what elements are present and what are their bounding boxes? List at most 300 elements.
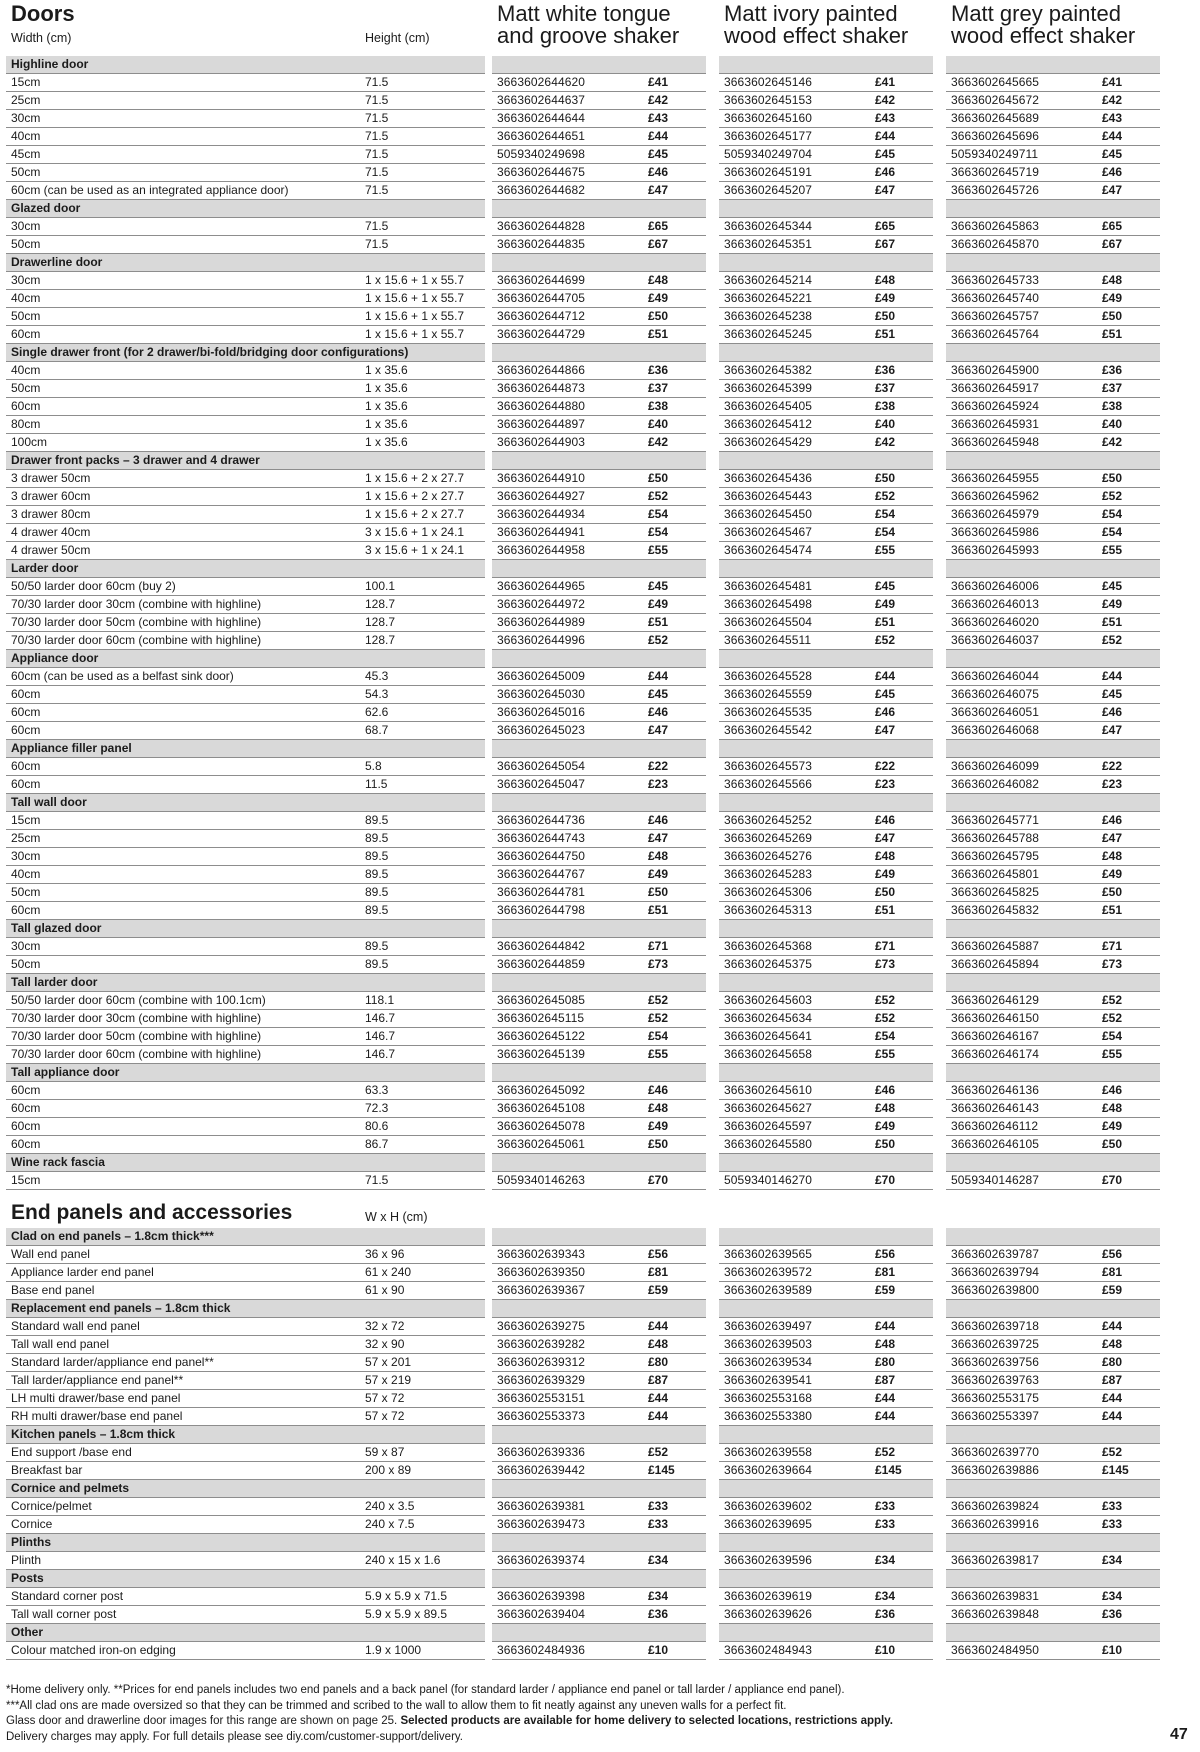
product-cell — [719, 1642, 933, 1660]
table-row — [0, 1010, 1200, 1028]
row-label-cell — [6, 416, 485, 434]
product-dimension: 240 x 3.5 — [365, 1499, 415, 1513]
product-cell — [719, 1354, 933, 1372]
product-dimension: 240 x 7.5 — [365, 1517, 415, 1531]
product-price: £10 — [1102, 1643, 1123, 1657]
product-code: 3663602639725 — [951, 1337, 1040, 1351]
end-panels-heading: End panels and accessories — [11, 1201, 293, 1224]
section-header-row — [0, 344, 1200, 362]
product-price: £36 — [875, 363, 896, 377]
section-header-bar — [492, 344, 706, 362]
product-code: 3663602645719 — [951, 165, 1040, 179]
product-price: £51 — [875, 327, 896, 341]
section-header-row — [0, 1064, 1200, 1082]
product-cell — [492, 722, 706, 740]
product-cell — [719, 722, 933, 740]
product-price: £87 — [648, 1373, 669, 1387]
table-row — [0, 398, 1200, 416]
product-code: 3663602645467 — [724, 525, 813, 539]
product-cell — [946, 1118, 1160, 1136]
product-code: 3663602645733 — [951, 273, 1040, 287]
product-price: £71 — [648, 939, 669, 953]
product-cell — [946, 956, 1160, 974]
product-price: £55 — [1102, 543, 1123, 557]
product-price: £46 — [1102, 705, 1123, 719]
product-price: £48 — [1102, 1101, 1123, 1115]
product-description: 70/30 larder door 50cm (combine with highline) — [11, 615, 262, 629]
section-header-bar — [946, 920, 1160, 938]
product-price: £37 — [648, 381, 669, 395]
product-description: 50cm — [11, 957, 41, 971]
product-code: 3663602645887 — [951, 939, 1040, 953]
product-cell — [719, 884, 933, 902]
product-cell — [492, 1408, 706, 1426]
product-cell — [492, 1516, 706, 1534]
table-row — [0, 848, 1200, 866]
product-cell — [946, 218, 1160, 236]
product-cell — [946, 632, 1160, 650]
section-header-row — [0, 1534, 1200, 1552]
product-description: 100cm — [11, 435, 48, 449]
product-code: 5059340249698 — [497, 147, 586, 161]
section-header-bar — [946, 1426, 1160, 1444]
product-price: £70 — [875, 1173, 896, 1187]
product-description: 45cm — [11, 147, 41, 161]
product-cell — [946, 1010, 1160, 1028]
product-dimension: 5.9 x 5.9 x 89.5 — [365, 1607, 448, 1621]
product-description: 70/30 larder door 60cm (combine with highline) — [11, 633, 262, 647]
product-code: 3663602553151 — [497, 1391, 586, 1405]
product-price: £51 — [875, 615, 896, 629]
product-cell — [719, 218, 933, 236]
row-label-cell — [6, 1336, 485, 1354]
product-cell — [492, 938, 706, 956]
product-code: 3663602645146 — [724, 75, 813, 89]
product-dimension: 32 x 72 — [365, 1319, 405, 1333]
product-cell — [492, 614, 706, 632]
row-label-cell — [6, 578, 485, 596]
product-cell — [719, 1498, 933, 1516]
product-code: 3663602645085 — [497, 993, 586, 1007]
section-header-bar — [719, 920, 933, 938]
product-code: 3663602645009 — [497, 669, 586, 683]
product-cell — [719, 1100, 933, 1118]
product-code: 3663602645917 — [951, 381, 1040, 395]
product-price: £49 — [1102, 1119, 1123, 1133]
product-cell — [946, 938, 1160, 956]
table-row — [0, 668, 1200, 686]
product-description: 60cm — [11, 723, 41, 737]
row-label-cell — [6, 812, 485, 830]
product-cell — [492, 380, 706, 398]
product-cell — [492, 1318, 706, 1336]
product-price: £48 — [875, 1101, 896, 1115]
product-cell — [492, 884, 706, 902]
product-price: £48 — [1102, 1337, 1123, 1351]
product-price: £55 — [875, 1047, 896, 1061]
row-label-cell — [6, 1606, 485, 1624]
product-price: £50 — [1102, 309, 1123, 323]
product-price: £56 — [875, 1247, 896, 1261]
product-code: 3663602645283 — [724, 867, 813, 881]
row-label-cell — [6, 1462, 485, 1480]
product-code: 3663602553373 — [497, 1409, 586, 1423]
product-code: 3663602645016 — [497, 705, 586, 719]
product-code: 3663602644620 — [497, 75, 586, 89]
product-price: £45 — [875, 687, 896, 701]
product-cell — [946, 776, 1160, 794]
table-row — [0, 1498, 1200, 1516]
product-price: £44 — [648, 669, 669, 683]
table-row — [0, 1390, 1200, 1408]
row-label-cell — [6, 1246, 485, 1264]
product-price: £46 — [648, 705, 669, 719]
product-price: £65 — [875, 219, 896, 233]
section-header-bar — [946, 1570, 1160, 1588]
product-code: 3663602639312 — [497, 1355, 586, 1369]
table-row — [0, 308, 1200, 326]
product-price: £38 — [648, 399, 669, 413]
product-price: £46 — [648, 813, 669, 827]
product-description: Colour matched iron-on edging — [11, 1643, 176, 1657]
product-cell — [492, 92, 706, 110]
product-description: 30cm — [11, 849, 41, 863]
product-code: 3663602484950 — [951, 1643, 1040, 1657]
product-description: Standard wall end panel — [11, 1319, 140, 1333]
product-price: £45 — [1102, 147, 1123, 161]
section-header-cell — [6, 560, 485, 578]
product-dimension: 57 x 72 — [365, 1409, 405, 1423]
product-code: 3663602639831 — [951, 1589, 1040, 1603]
section-header-cell — [6, 1570, 485, 1588]
product-code: 5059340146270 — [724, 1173, 813, 1187]
product-price: £44 — [1102, 669, 1123, 683]
product-description: Cornice — [11, 1517, 53, 1531]
product-code: 3663602645122 — [497, 1029, 586, 1043]
product-price: £46 — [875, 705, 896, 719]
table-row — [0, 1172, 1200, 1190]
row-label-cell — [6, 398, 485, 416]
product-description: Base end panel — [11, 1283, 95, 1297]
product-cell — [719, 614, 933, 632]
product-code: 3663602645245 — [724, 327, 813, 341]
product-code: 3663602645924 — [951, 399, 1040, 413]
product-description: 30cm — [11, 111, 41, 125]
product-price: £44 — [875, 129, 896, 143]
product-description: Tall larder/appliance end panel** — [11, 1373, 184, 1387]
product-cell — [719, 1246, 933, 1264]
product-code: 3663602553380 — [724, 1409, 813, 1423]
product-cell — [719, 488, 933, 506]
product-price: £80 — [648, 1355, 669, 1369]
product-code: 3663602639367 — [497, 1283, 586, 1297]
section-header-bar — [946, 740, 1160, 758]
product-cell — [946, 596, 1160, 614]
product-description: Plinth — [11, 1553, 42, 1567]
table-row — [0, 380, 1200, 398]
product-cell — [946, 524, 1160, 542]
section-header-bar — [492, 920, 706, 938]
product-dimension: 80.6 — [365, 1119, 389, 1133]
section-title: Glazed door — [11, 201, 81, 215]
row-label-cell — [6, 434, 485, 452]
product-price: £46 — [1102, 165, 1123, 179]
product-code: 3663602645399 — [724, 381, 813, 395]
product-code: 3663602639626 — [724, 1607, 813, 1621]
table-row — [0, 74, 1200, 92]
product-dimension: 89.5 — [365, 867, 389, 881]
product-cell — [719, 938, 933, 956]
product-description: 50cm — [11, 165, 41, 179]
product-cell — [719, 326, 933, 344]
table-row — [0, 1246, 1200, 1264]
product-dimension: 71.5 — [365, 75, 389, 89]
section-header-cell — [6, 1480, 485, 1498]
footnote-line: ***All clad ons are made oversized so that they can be trimmed and scribed to the wall to allow them to fit neatly against any uneven walls for a perfect fit. — [6, 1699, 787, 1712]
product-cell — [946, 164, 1160, 182]
section-header-cell — [6, 452, 485, 470]
product-code: 3663602639718 — [951, 1319, 1040, 1333]
product-code: 3663602646037 — [951, 633, 1040, 647]
table-row — [0, 758, 1200, 776]
product-cell — [492, 362, 706, 380]
section-title: Tall appliance door — [11, 1065, 120, 1079]
product-cell — [946, 308, 1160, 326]
product-price: £43 — [648, 111, 669, 125]
section-title: Highline door — [11, 57, 89, 71]
product-description: Cornice/pelmet — [11, 1499, 92, 1513]
product-price: £47 — [1102, 723, 1123, 737]
product-code: 3663602645979 — [951, 507, 1040, 521]
product-price: £54 — [875, 1029, 896, 1043]
product-price: £56 — [648, 1247, 669, 1261]
product-code: 3663602645221 — [724, 291, 813, 305]
column-heading-line: and groove shaker — [497, 23, 680, 48]
table-row — [0, 722, 1200, 740]
table-row — [0, 1552, 1200, 1570]
product-code: 3663602645610 — [724, 1083, 813, 1097]
product-cell — [492, 110, 706, 128]
product-dimension: 71.5 — [365, 129, 389, 143]
product-price: £43 — [875, 111, 896, 125]
section-title: Single drawer front (for 2 drawer/bi-fold/bridging door configurations) — [11, 345, 409, 359]
product-cell — [492, 416, 706, 434]
product-cell — [946, 398, 1160, 416]
product-description: Wall end panel — [11, 1247, 90, 1261]
end-panels-dimension-label: W x H (cm) — [365, 1210, 428, 1224]
section-header-cell — [6, 254, 485, 272]
product-price: £40 — [875, 417, 896, 431]
table-row — [0, 1100, 1200, 1118]
product-code: 3663602639619 — [724, 1589, 813, 1603]
section-header-bar — [492, 56, 706, 74]
product-price: £45 — [875, 579, 896, 593]
section-title: Posts — [11, 1571, 44, 1585]
product-price: £44 — [1102, 129, 1123, 143]
product-code: 3663602645092 — [497, 1083, 586, 1097]
product-cell — [492, 1010, 706, 1028]
section-header-bar — [492, 452, 706, 470]
product-description: Standard larder/appliance end panel** — [11, 1355, 214, 1369]
product-price: £33 — [648, 1517, 669, 1531]
section-header-bar — [492, 974, 706, 992]
section-header-bar — [946, 1228, 1160, 1246]
product-cell — [946, 1516, 1160, 1534]
product-code: 3663602639336 — [497, 1445, 586, 1459]
height-column-label: Height (cm) — [365, 31, 430, 45]
table-row — [0, 236, 1200, 254]
product-code: 3663602646051 — [951, 705, 1040, 719]
product-price: £45 — [1102, 579, 1123, 593]
product-price: £44 — [875, 669, 896, 683]
section-header-row — [0, 740, 1200, 758]
footnote-line: *Home delivery only. **Prices for end panels includes two end panels and a back panel (for standard larder / appliance end panel or tall larder / appliance end panel). — [6, 1684, 845, 1696]
product-price: £44 — [875, 1391, 896, 1405]
product-cell — [946, 1136, 1160, 1154]
width-column-label: Width (cm) — [11, 31, 72, 45]
section-title: Cornice and pelmets — [11, 1481, 130, 1495]
product-cell — [492, 1372, 706, 1390]
product-code: 3663602644798 — [497, 903, 586, 917]
product-code: 3663602639589 — [724, 1283, 813, 1297]
row-label-cell — [6, 992, 485, 1010]
product-cell — [946, 1264, 1160, 1282]
product-code: 3663602645948 — [951, 435, 1040, 449]
section-header-cell — [6, 974, 485, 992]
section-header-cell — [6, 344, 485, 362]
product-price: £54 — [648, 1029, 669, 1043]
product-code: 3663602639794 — [951, 1265, 1040, 1279]
product-price: £51 — [875, 903, 896, 917]
product-price: £50 — [875, 471, 896, 485]
product-cell — [492, 290, 706, 308]
product-dimension: 5.8 — [365, 759, 382, 773]
product-cell — [492, 1100, 706, 1118]
product-cell — [946, 1046, 1160, 1064]
column-heading-line: Matt white tongue — [497, 1, 671, 26]
product-cell — [492, 1082, 706, 1100]
product-price: £49 — [648, 291, 669, 305]
product-code: 3663602645382 — [724, 363, 813, 377]
table-row — [0, 326, 1200, 344]
row-label-cell — [6, 236, 485, 254]
row-label-cell — [6, 290, 485, 308]
section-title: Other — [11, 1625, 44, 1639]
product-code: 3663602644873 — [497, 381, 586, 395]
column-heading-line: Matt ivory painted — [724, 1, 898, 26]
product-price: £73 — [875, 957, 896, 971]
product-code: 3663602645993 — [951, 543, 1040, 557]
product-cell — [492, 146, 706, 164]
product-price: £22 — [875, 759, 896, 773]
product-price: £81 — [648, 1265, 669, 1279]
product-code: 3663602645405 — [724, 399, 813, 413]
table-row — [0, 488, 1200, 506]
product-cell — [946, 290, 1160, 308]
table-row — [0, 1118, 1200, 1136]
row-label-cell — [6, 1172, 485, 1190]
product-price: £54 — [875, 525, 896, 539]
row-label-cell — [6, 596, 485, 614]
product-cell — [492, 668, 706, 686]
section-header-bar — [492, 1300, 706, 1318]
product-cell — [719, 362, 933, 380]
product-code: 3663602645900 — [951, 363, 1040, 377]
product-cell — [492, 470, 706, 488]
section-header-bar — [946, 650, 1160, 668]
product-code: 3663602645047 — [497, 777, 586, 791]
product-price: £55 — [648, 543, 669, 557]
product-dimension: 89.5 — [365, 903, 389, 917]
product-code: 3663602645788 — [951, 831, 1040, 845]
product-code: 3663602644781 — [497, 885, 586, 899]
product-code: 3663602644927 — [497, 489, 586, 503]
product-price: £52 — [875, 633, 896, 647]
product-code: 3663602639565 — [724, 1247, 813, 1261]
product-code: 3663602645894 — [951, 957, 1040, 971]
product-description: 30cm — [11, 219, 41, 233]
row-label-cell — [6, 488, 485, 506]
product-cell — [719, 1336, 933, 1354]
product-price: £44 — [875, 1319, 896, 1333]
product-code: 3663602644880 — [497, 399, 586, 413]
section-header-cell — [6, 794, 485, 812]
product-cell — [492, 1282, 706, 1300]
product-cell — [492, 434, 706, 452]
product-dimension: 68.7 — [365, 723, 389, 737]
product-code: 3663602644897 — [497, 417, 586, 431]
product-price: £34 — [875, 1553, 896, 1567]
product-code: 3663602645597 — [724, 1119, 813, 1133]
table-row — [0, 506, 1200, 524]
row-label-cell — [6, 668, 485, 686]
footnote-line — [6, 1714, 1156, 1730]
product-code: 3663602639848 — [951, 1607, 1040, 1621]
product-code: 3663602645344 — [724, 219, 813, 233]
product-price: £44 — [648, 1319, 669, 1333]
section-header-cell — [6, 1064, 485, 1082]
product-dimension: 71.5 — [365, 147, 389, 161]
product-description: 80cm — [11, 417, 41, 431]
section-header-row — [0, 794, 1200, 812]
product-price: £22 — [1102, 759, 1123, 773]
product-price: £52 — [1102, 993, 1123, 1007]
row-label-cell — [6, 722, 485, 740]
product-cell — [946, 434, 1160, 452]
product-dimension: 1 x 35.6 — [365, 381, 408, 395]
product-dimension: 1 x 35.6 — [365, 363, 408, 377]
product-price: £49 — [648, 1119, 669, 1133]
product-cell — [946, 1028, 1160, 1046]
product-cell — [719, 902, 933, 920]
product-dimension: 71.5 — [365, 237, 389, 251]
table-row — [0, 1082, 1200, 1100]
table-row — [0, 1136, 1200, 1154]
product-dimension: 146.7 — [365, 1029, 396, 1043]
product-description: 50cm — [11, 381, 41, 395]
product-code: 3663602644996 — [497, 633, 586, 647]
product-description: 60cm — [11, 1101, 41, 1115]
product-price: £36 — [875, 1607, 896, 1621]
product-code: 3663602646174 — [951, 1047, 1040, 1061]
product-code: 3663602644767 — [497, 867, 586, 881]
section-header-bar — [492, 1154, 706, 1172]
product-cell — [492, 1172, 706, 1190]
section-header-bar — [719, 794, 933, 812]
product-price: £23 — [875, 777, 896, 791]
product-cell — [946, 92, 1160, 110]
table-row — [0, 182, 1200, 200]
